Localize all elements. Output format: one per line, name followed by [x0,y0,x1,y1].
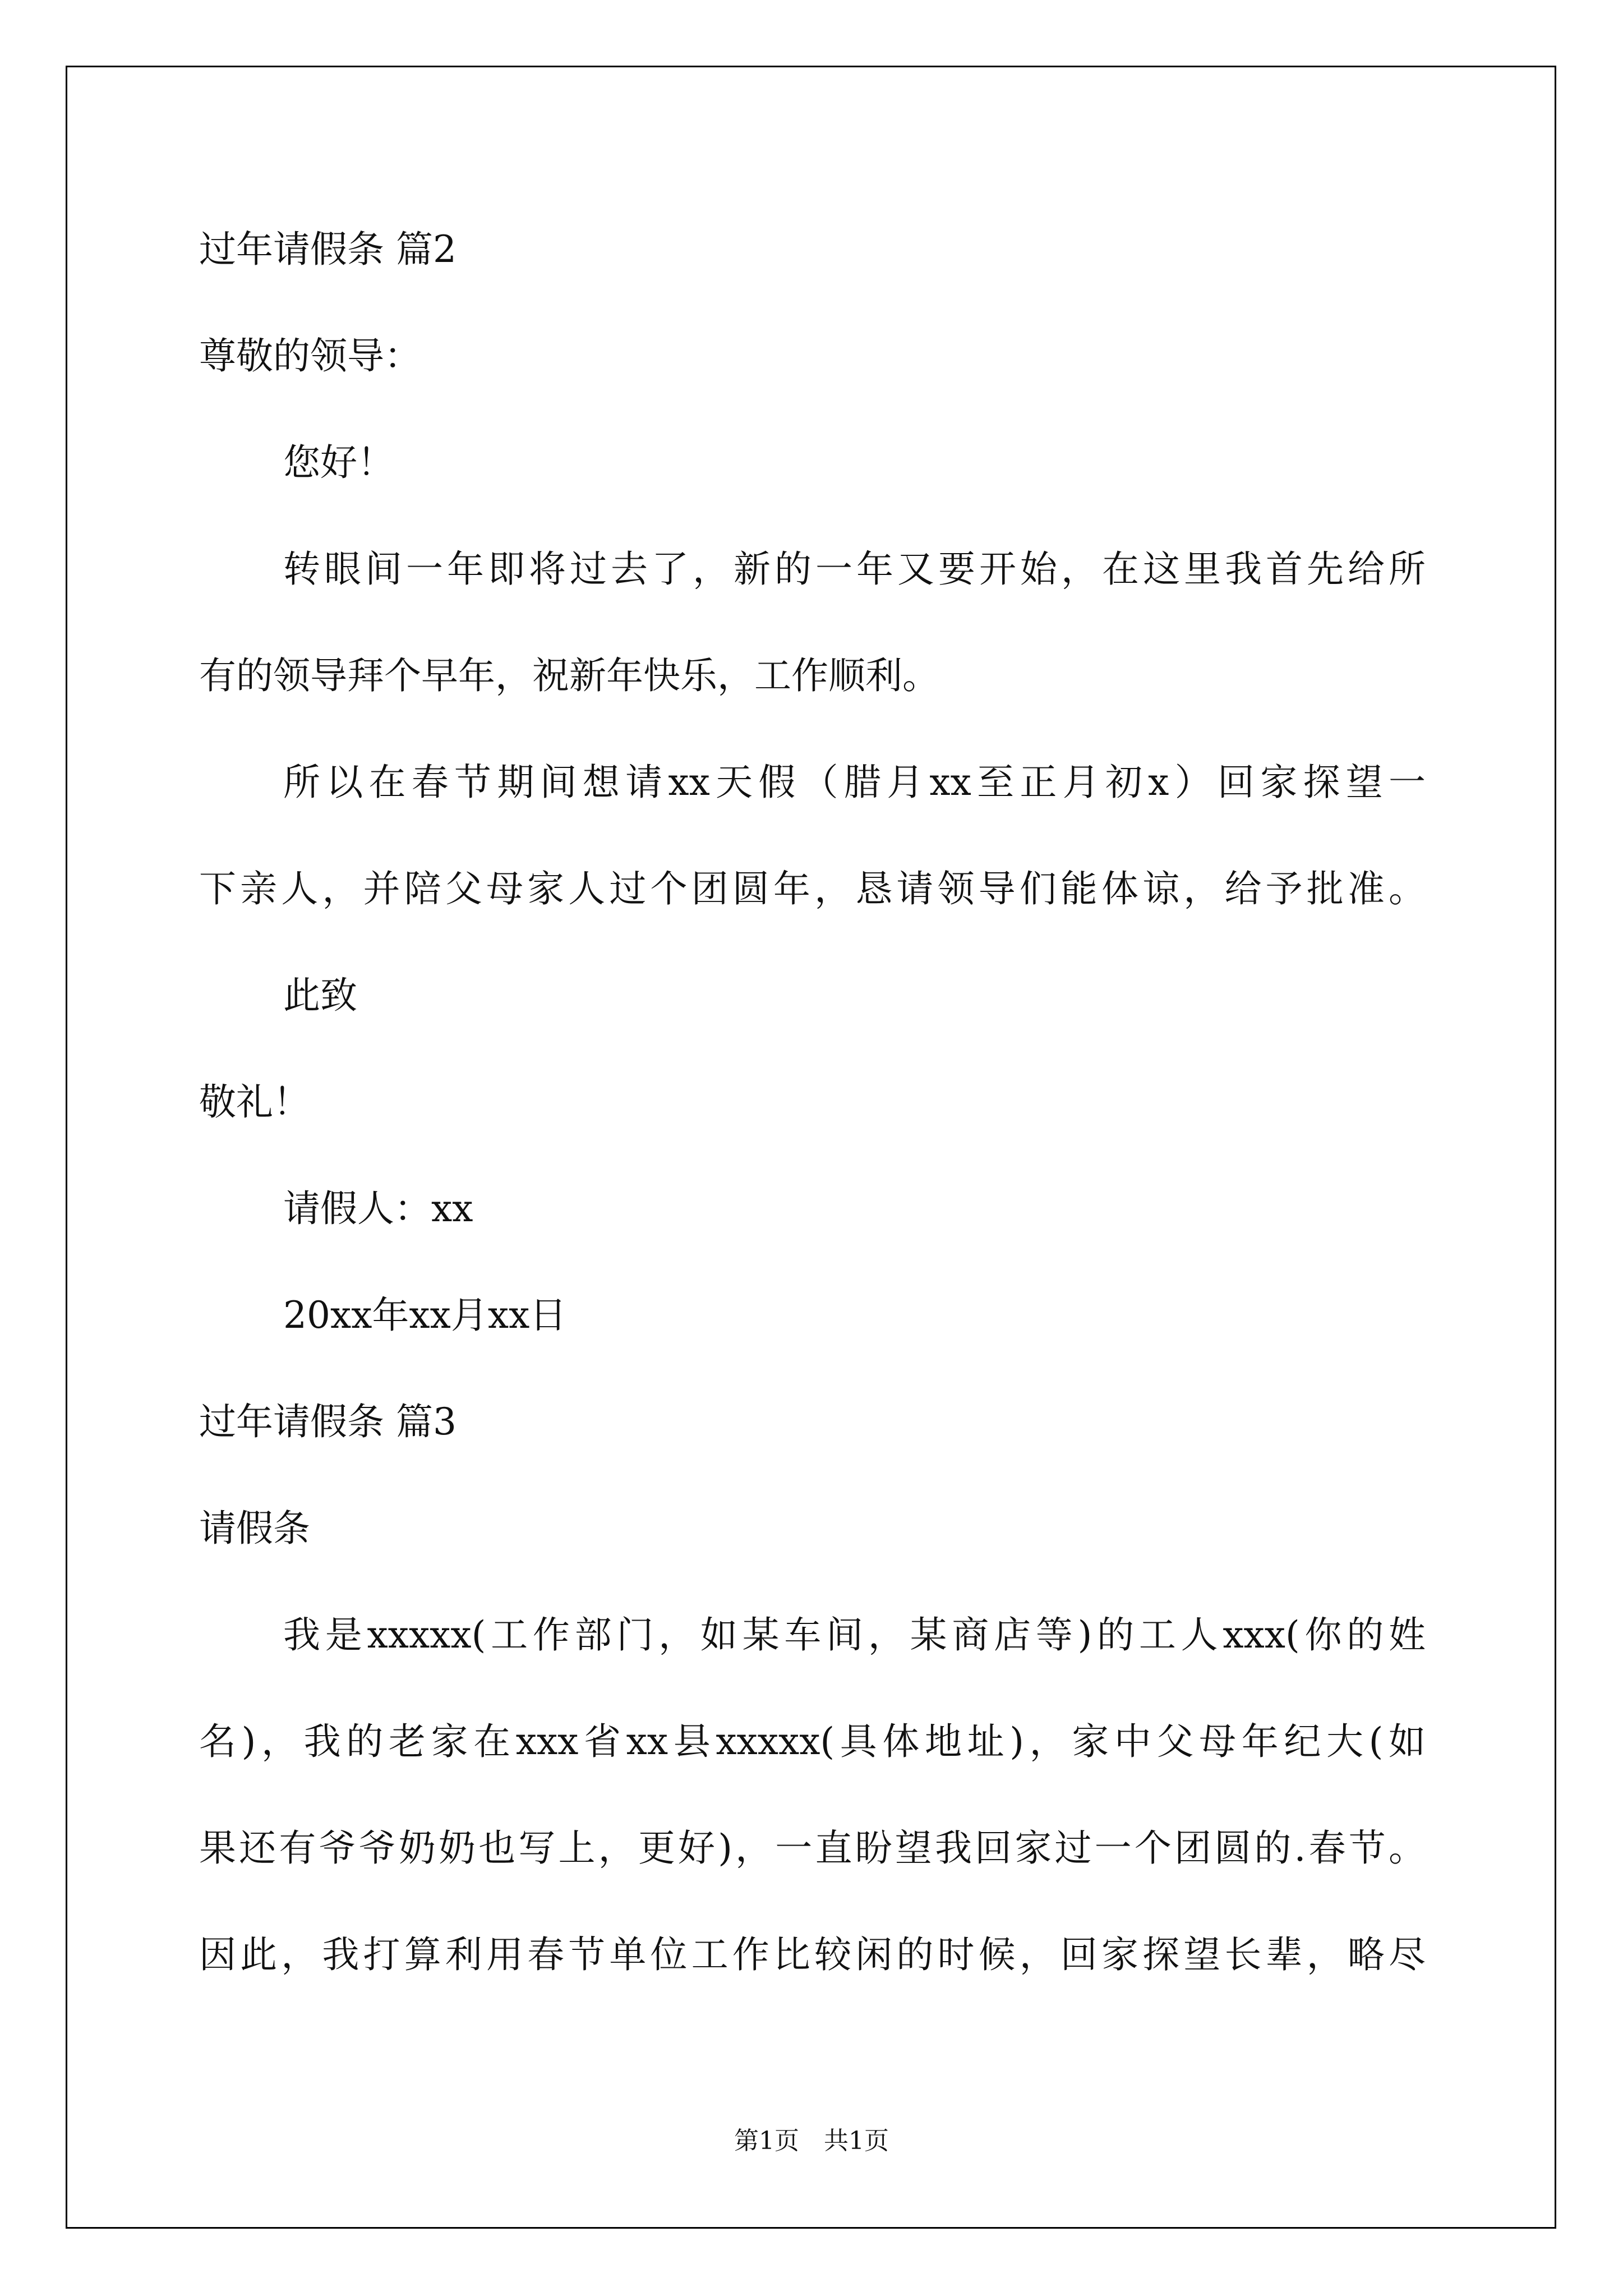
greeting: 您好！ [283,441,394,484]
closing-line: 此致 [283,974,357,1017]
closing-regards: 敬礼！ [199,1080,310,1124]
body-line: 我是xxxxx(工作部门，如某车间，某商店等)的工人xxx(你的姓 [283,1613,1426,1657]
section-heading: 过年请假条 篇3 [199,1400,457,1443]
body-line: 名)，我的老家在xxx省xx县xxxxx(具体地址)，家中父母年纪大(如 [199,1720,1426,1763]
salutation: 尊敬的领导： [199,334,421,378]
page-border [66,66,1556,2229]
body-line: 因此，我打算利用春节单位工作比较闲的时候，回家探望长辈，略尽 [199,1933,1426,1976]
body-line: 果还有爷爷奶奶也写上，更好)，一直盼望我回家过一个团圆的.春节。 [199,1826,1426,1870]
body-line: 转眼间一年即将过去了，新的一年又要开始，在这里我首先给所 [283,547,1426,591]
page-footer: 第1页 共1页 [734,2127,889,2155]
signature-line: 请假人：xx [283,1187,473,1230]
section-heading: 过年请假条 篇2 [199,228,457,271]
document-title: 请假条 [199,1507,310,1550]
body-line: 所以在春节期间想请xx天假（腊月xx至正月初x）回家探望一 [283,761,1426,804]
date-line: 20xx年xx月xx日 [283,1294,567,1337]
body-line: 有的领导拜个早年，祝新年快乐，工作顺利。 [199,654,939,697]
body-line: 下亲人，并陪父母家人过个团圆年，恳请领导们能体谅，给予批准。 [199,867,1426,910]
